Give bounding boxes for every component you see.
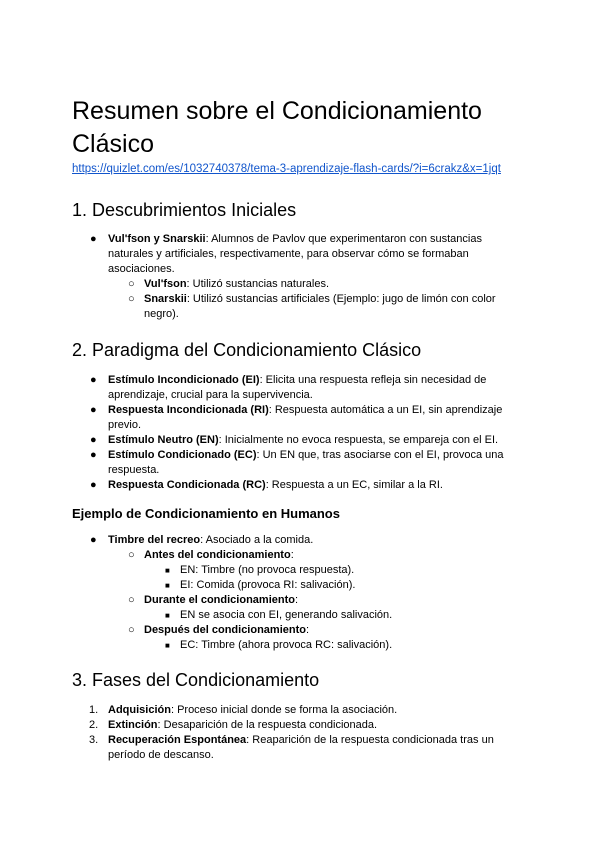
section-1-list <box>72 232 528 322</box>
square-marker: ■ <box>165 566 170 575</box>
item-text: : Utilizó sustancias naturales. <box>186 278 329 290</box>
document-title: Resumen sobre el Condicionamiento Clásico <box>72 97 482 158</box>
bullet-marker: ● <box>90 404 97 416</box>
circle-marker: ○ <box>128 293 135 305</box>
bullet-marker: ● <box>90 479 97 491</box>
item-term: Estímulo Incondicionado (EI) <box>108 374 260 386</box>
list-item <box>72 593 528 608</box>
item-term: Respuesta Incondicionada (RI) <box>108 404 269 416</box>
item-text: : Asociado a la comida. <box>200 534 314 546</box>
list-item <box>72 292 528 322</box>
item-text: EN se asocia con EI, generando salivación. <box>180 609 393 621</box>
list-item <box>72 277 528 292</box>
item-term: Durante el condicionamiento <box>144 594 295 606</box>
item-term: Estímulo Neutro (EN) <box>108 434 219 446</box>
list-item <box>72 478 528 493</box>
list-item <box>72 403 528 433</box>
item-term: Respuesta Condicionada (RC) <box>108 479 266 491</box>
number-marker: 1. <box>89 704 99 716</box>
circle-marker: ○ <box>128 594 135 606</box>
list-item <box>72 563 528 578</box>
circle-marker: ○ <box>128 549 135 561</box>
section-3-heading: 3. Fases del Condicionamiento <box>72 670 320 690</box>
item-text: : Un EN que, tras asociarse con el EI, provoca una respuesta. <box>108 449 504 476</box>
list-item <box>72 433 528 448</box>
item-text: : Inicialmente no evoca respuesta, se empareja con el EI. <box>218 434 499 446</box>
item-term: Timbre del recreo <box>108 534 201 546</box>
list-item <box>72 608 528 623</box>
square-marker: ■ <box>165 581 170 590</box>
item-text: EI: Comida (provoca RI: salivación). <box>180 579 356 591</box>
circle-marker: ○ <box>128 278 135 290</box>
number-marker: 2. <box>89 719 99 731</box>
bullet-marker: ● <box>90 374 97 386</box>
item-text: : Reaparición de la respuesta condicionada tras un período de descanso. <box>108 734 494 761</box>
item-text: : <box>305 624 310 636</box>
item-term: Recuperación Espontánea <box>108 734 247 746</box>
number-marker: 3. <box>89 734 99 746</box>
circle-marker: ○ <box>128 624 135 636</box>
item-term: Vul'fson <box>144 278 187 290</box>
item-term: Estímulo Condicionado (EC) <box>108 449 257 461</box>
section-2-heading: 2. Paradigma del Condicionamiento Clásico <box>72 340 422 360</box>
list-item <box>72 548 528 563</box>
section-3-list <box>72 703 528 763</box>
item-text: : Desaparición de la respuesta condicionada. <box>157 719 378 731</box>
bullet-marker: ● <box>90 449 97 461</box>
item-term: Adquisición <box>108 704 171 716</box>
list-item <box>72 533 528 548</box>
item-term: Después del condicionamiento <box>144 624 306 636</box>
item-text: EN: Timbre (no provoca respuesta). <box>180 564 355 576</box>
item-term: Extinción <box>108 719 158 731</box>
item-text: : Elicita una respuesta refleja sin necesidad de aprendizaje, crucial para la supervivencia. <box>108 374 487 401</box>
bullet-marker: ● <box>90 233 97 245</box>
item-text: : Respuesta a un EC, similar a la RI. <box>265 479 443 491</box>
list-item <box>72 448 528 478</box>
list-item <box>72 733 528 763</box>
item-text: : Proceso inicial donde se forma la asociación. <box>170 704 398 716</box>
list-item <box>72 578 528 593</box>
example-list <box>72 533 528 653</box>
item-text: : <box>290 549 294 561</box>
list-item <box>72 718 528 733</box>
list-item <box>72 623 528 638</box>
list-item <box>72 373 528 403</box>
item-text: : Respuesta automática a un EI, sin aprendizaje previo. <box>108 404 503 431</box>
item-term: Antes del condicionamiento <box>144 549 291 561</box>
item-term: Snarskii <box>144 293 187 305</box>
quizlet-link[interactable]: https://quizlet.com/es/1032740378/tema-3-aprendizaje-flash-cards/?i=6crakz&x=1jqt <box>72 163 501 175</box>
item-term: Vul'fson y Snarskii <box>108 233 206 245</box>
item-text: : Alumnos de Pavlov que experimentaron con sustancias naturales y artificiales, respectivamente, para observar cómo se formaban asociaciones. <box>108 233 482 275</box>
square-marker: ■ <box>165 641 170 650</box>
list-item <box>72 703 528 718</box>
bullet-marker: ● <box>90 534 97 546</box>
list-item <box>72 638 528 653</box>
example-heading: Ejemplo de Condicionamiento en Humanos <box>72 506 340 521</box>
item-text: EC: Timbre (ahora provoca RC: salivación). <box>180 639 393 651</box>
section-2-list <box>72 373 528 493</box>
section-1-heading: 1. Descubrimientos Iniciales <box>72 200 297 220</box>
item-text: : <box>294 594 299 606</box>
item-text: : Utilizó sustancias artificiales (Ejemplo: jugo de limón con color negro). <box>144 293 496 320</box>
square-marker: ■ <box>165 611 170 620</box>
list-item <box>72 232 528 277</box>
bullet-marker: ● <box>90 434 97 446</box>
